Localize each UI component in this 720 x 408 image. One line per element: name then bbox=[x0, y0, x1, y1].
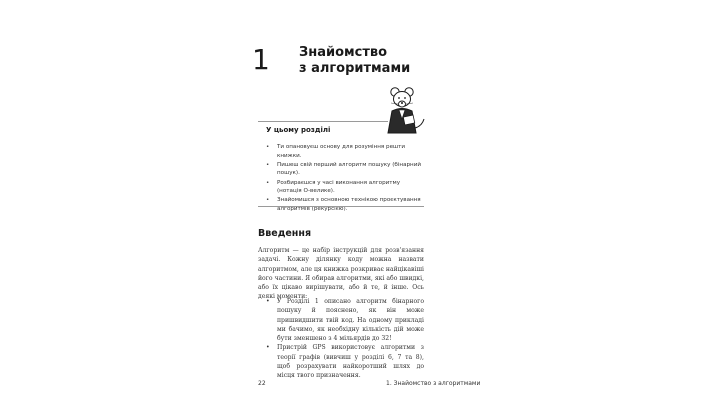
intro-box-item: • Пишеш свій перший алгоритм пошуку (бінарний пошук). bbox=[266, 161, 424, 178]
chapter-title-line-1: Знайомство bbox=[299, 45, 388, 60]
intro-box-item: • Знайомишся з основною технікою проєктування алгоритмів (рекурсією). bbox=[266, 196, 424, 213]
intro-box-list bbox=[266, 143, 424, 214]
body-paragraph: Алгоритм — це набір інструкцій для розв'язання задачі. Кожну ділянку коду можна назвати алгоритмом, але ця книжка розкриває найцікавіші його частини. Я обирав алгоритми, які або швидкі, або їх цікаво вирішувати, або й те, й інше. Ось деякі моменти: bbox=[258, 247, 424, 301]
intro-box-item: • Розбираєшся у часі виконання алгоритму (нотація O-велике). bbox=[266, 179, 424, 196]
chapter-title bbox=[299, 45, 410, 77]
intro-box-heading: У цьому розділі bbox=[266, 126, 331, 134]
body-bullet-list bbox=[266, 297, 424, 381]
chapter-title-line-2: з алгоритмами bbox=[299, 61, 411, 76]
page-number: 22 bbox=[258, 380, 266, 387]
running-footer-title: 1. Знайомство з алгоритмами bbox=[386, 380, 481, 387]
rat-mascot-illustration bbox=[380, 86, 426, 134]
chapter-number: 1 bbox=[252, 43, 270, 76]
intro-box-top-rule bbox=[258, 121, 388, 122]
body-bullet-item: • Пристрій GPS використовує алгоритми з теорії графів (вивчиш у розділі 6, 7 та 8), щоб розрахувати найкоротший шлях до місця твого призначення. bbox=[266, 343, 424, 380]
section-heading: Введення bbox=[258, 228, 312, 239]
body-bullet-item: • У Розділі 1 описано алгоритм бінарного пошуку й пояснено, як він може пришвидшити твій код. На одному прикладі ми бачимо, як необхідну кількість дій може бути зменшено з 4 мільярдів до 32! bbox=[266, 297, 424, 343]
intro-box-bottom-rule bbox=[258, 206, 424, 207]
intro-box-item: • Ти опановуєш основу для розуміння решти книжки. bbox=[266, 143, 424, 160]
